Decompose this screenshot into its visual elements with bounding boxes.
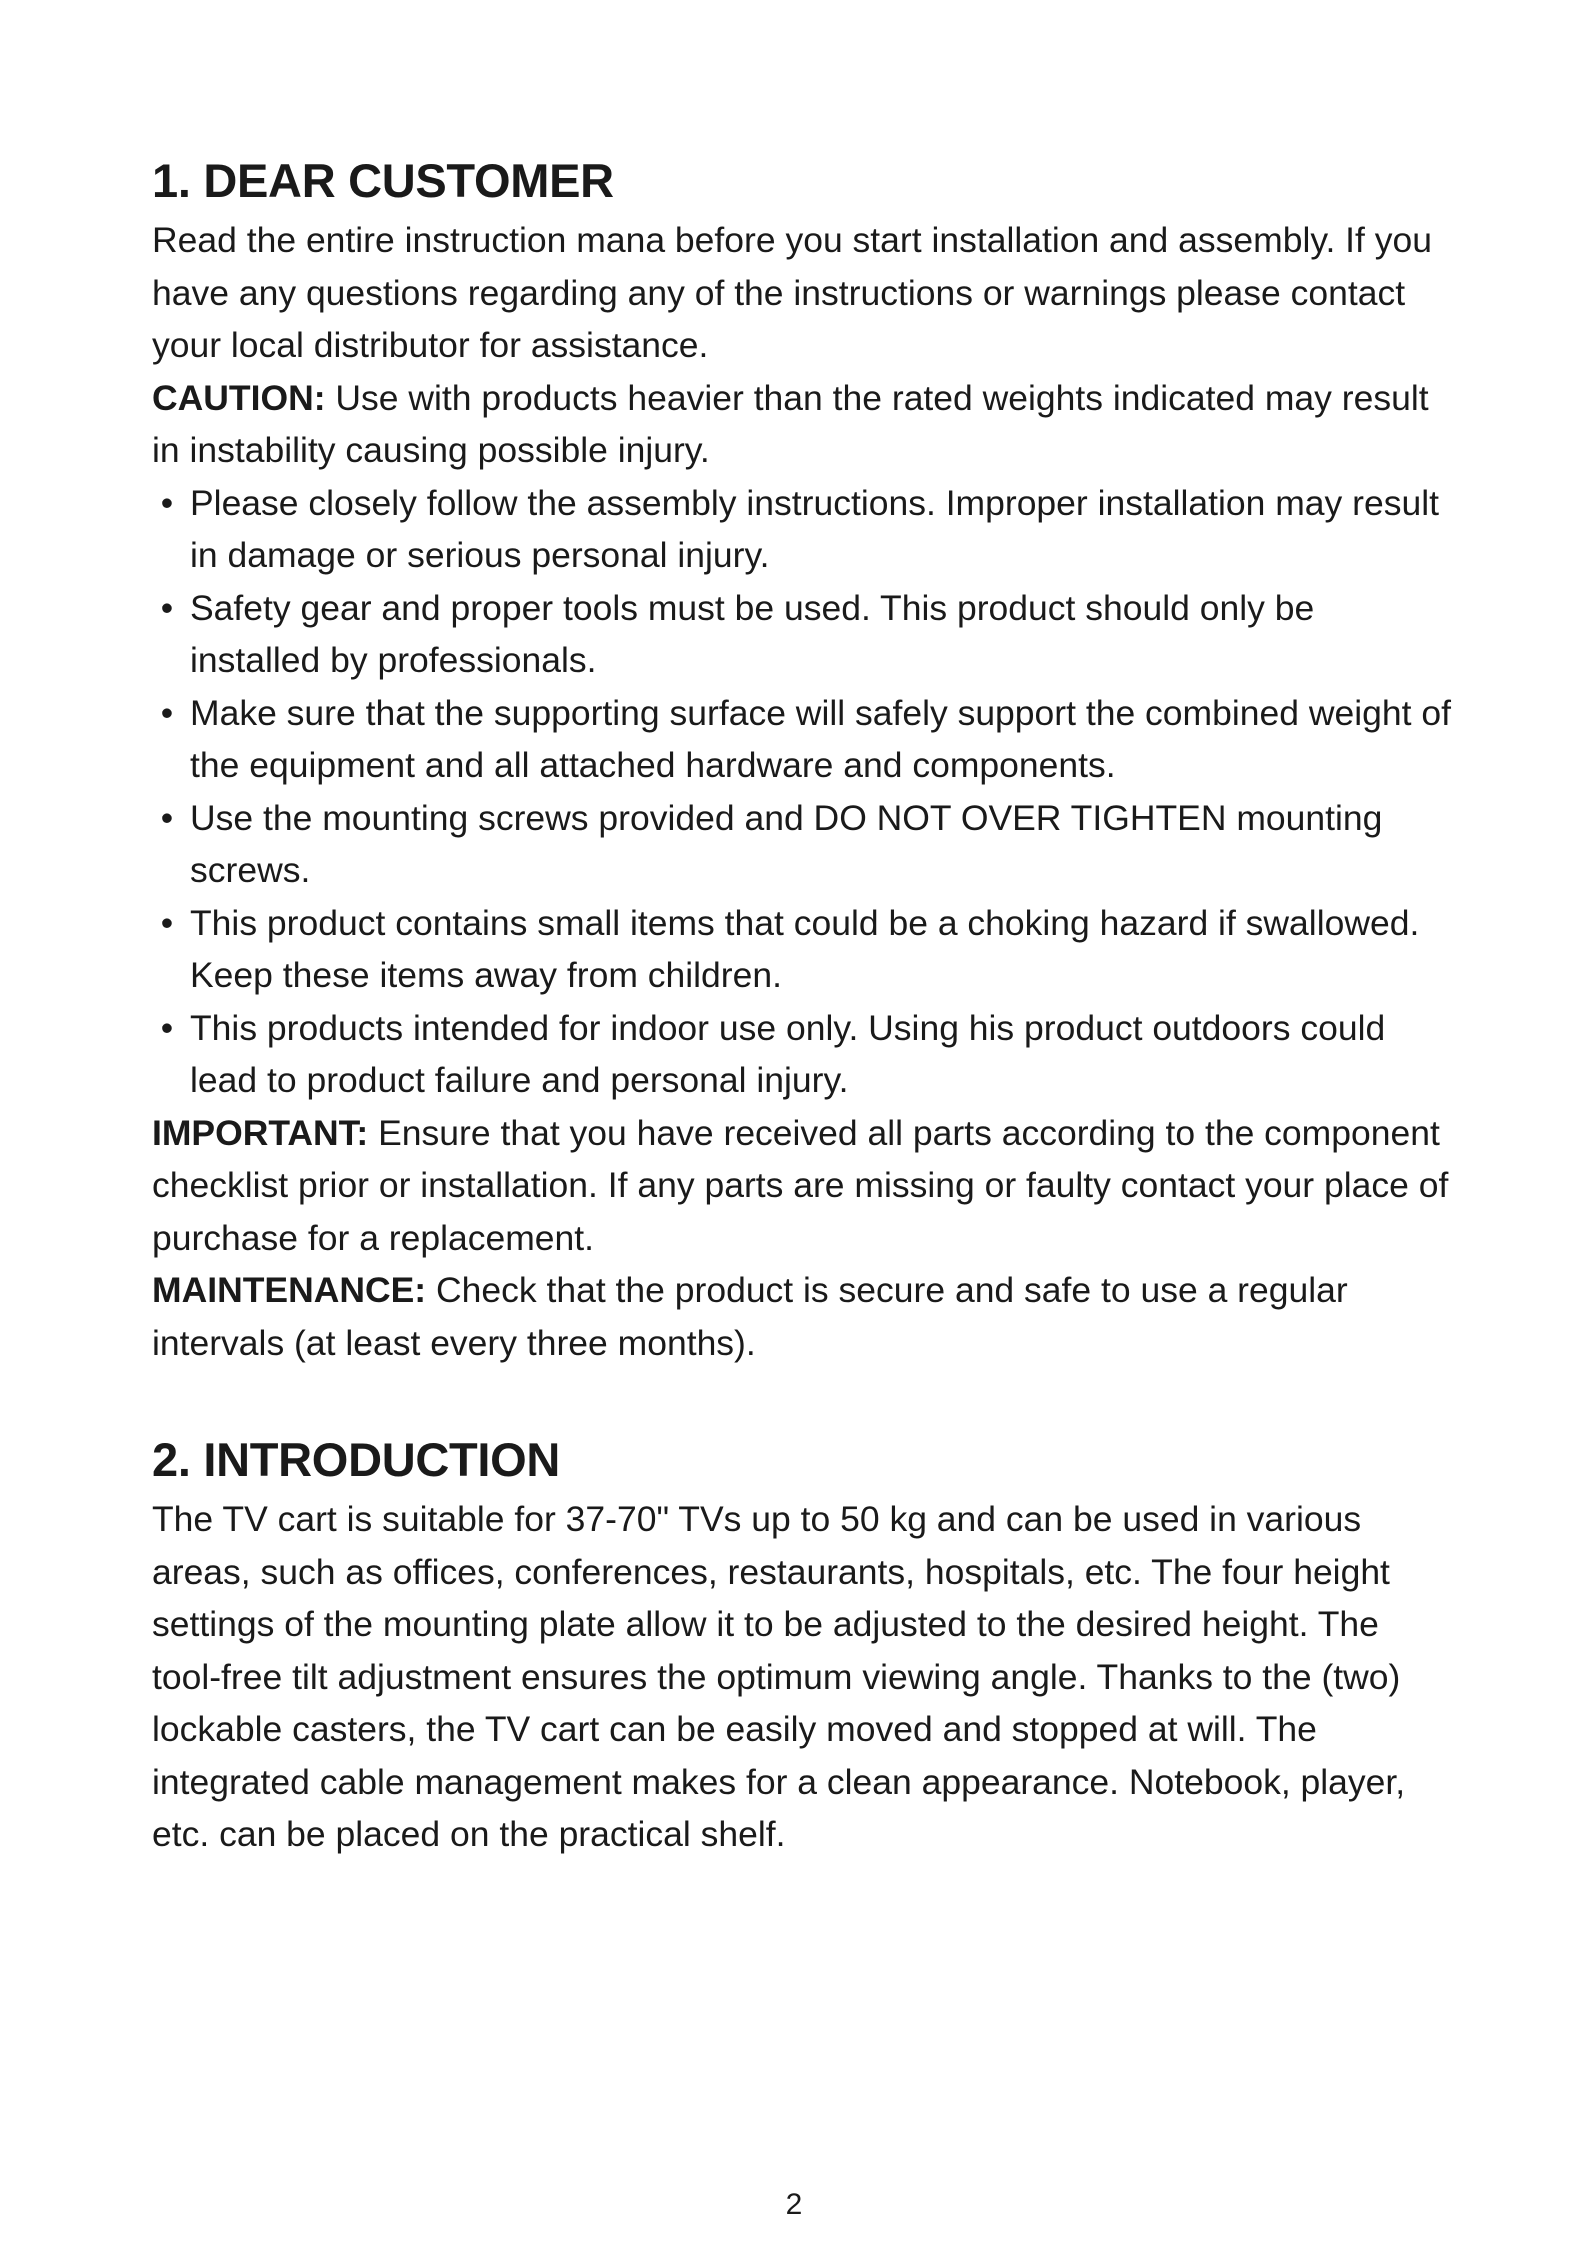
bullet-text: Make sure that the supporting surface will safely support the combined weight of the equipment and all attached hardware and components. bbox=[190, 692, 1451, 785]
list-item bbox=[152, 897, 1452, 1002]
bullet-text: This products intended for indoor use only. Using his product outdoors could lead to product failure and personal injury. bbox=[190, 1007, 1386, 1100]
intro-paragraph: Read the entire instruction mana before you start installation and assembly. If you have any questions regarding any of the instructions or warnings please contact your local distributor for assistance. bbox=[152, 220, 1433, 365]
maintenance-paragraph bbox=[152, 1264, 1452, 1369]
bullet-text: Safety gear and proper tools must be used. This product should only be installed by professionals. bbox=[190, 587, 1315, 680]
maintenance-text: Check that the product is secure and safe to use a regular intervals (at least every three months). bbox=[152, 1270, 1348, 1363]
bullet-text: Please closely follow the assembly instructions. Improper installation may result in damage or serious personal injury. bbox=[190, 482, 1439, 575]
bullet-icon: • bbox=[160, 1007, 174, 1048]
bullet-icon: • bbox=[160, 692, 174, 733]
important-label: IMPORTANT: bbox=[152, 1112, 369, 1153]
bullet-text: This product contains small items that could be a choking hazard if swallowed. Keep these items away from children. bbox=[190, 902, 1420, 995]
maintenance-label: MAINTENANCE: bbox=[152, 1270, 427, 1310]
bullet-text: Use the mounting screws provided and DO NOT OVER TIGHTEN mounting screws. bbox=[190, 797, 1383, 890]
list-item bbox=[152, 1002, 1452, 1107]
page-number: 2 bbox=[785, 2188, 803, 2221]
bullet-icon: • bbox=[160, 587, 174, 628]
caution-label: CAUTION: bbox=[152, 377, 326, 418]
section-title-introduction: 2. INTRODUCTION bbox=[152, 1433, 561, 1486]
list-item bbox=[152, 792, 1452, 897]
introduction-paragraph: The TV cart is suitable for 37-70" TVs up to 50 kg and can be used in various areas, such as offices, conferences, restaurants, hospitals, etc. The four height settings of the mounting plate allow it to be adjusted to the desired height. The tool-free tilt adjustment ensures the optimum viewing angle. Thanks to the (two) lockable casters, the TV cart can be easily moved and stopped at will. The integrated cable management makes for a clean appearance. Notebook, player, etc. can be placed on the practical shelf. bbox=[152, 1499, 1406, 1854]
safety-bullet-list bbox=[152, 477, 1452, 1107]
important-text: Ensure that you have received all parts according to the component checklist prior or installation. If any parts are missing or faulty contact your place of purchase for a replacement. bbox=[152, 1112, 1449, 1258]
list-item bbox=[152, 477, 1452, 582]
bullet-icon: • bbox=[160, 797, 174, 838]
caution-text: Use with products heavier than the rated weights indicated may result in instability causing possible injury. bbox=[152, 377, 1429, 470]
bullet-icon: • bbox=[160, 902, 174, 943]
section-title-dear-customer: 1. DEAR CUSTOMER bbox=[152, 154, 614, 207]
list-item bbox=[152, 687, 1452, 792]
bullet-icon: • bbox=[160, 482, 174, 523]
important-paragraph bbox=[152, 1107, 1452, 1265]
manual-page bbox=[152, 150, 1452, 1861]
list-item bbox=[152, 582, 1452, 687]
caution-paragraph bbox=[152, 372, 1452, 477]
